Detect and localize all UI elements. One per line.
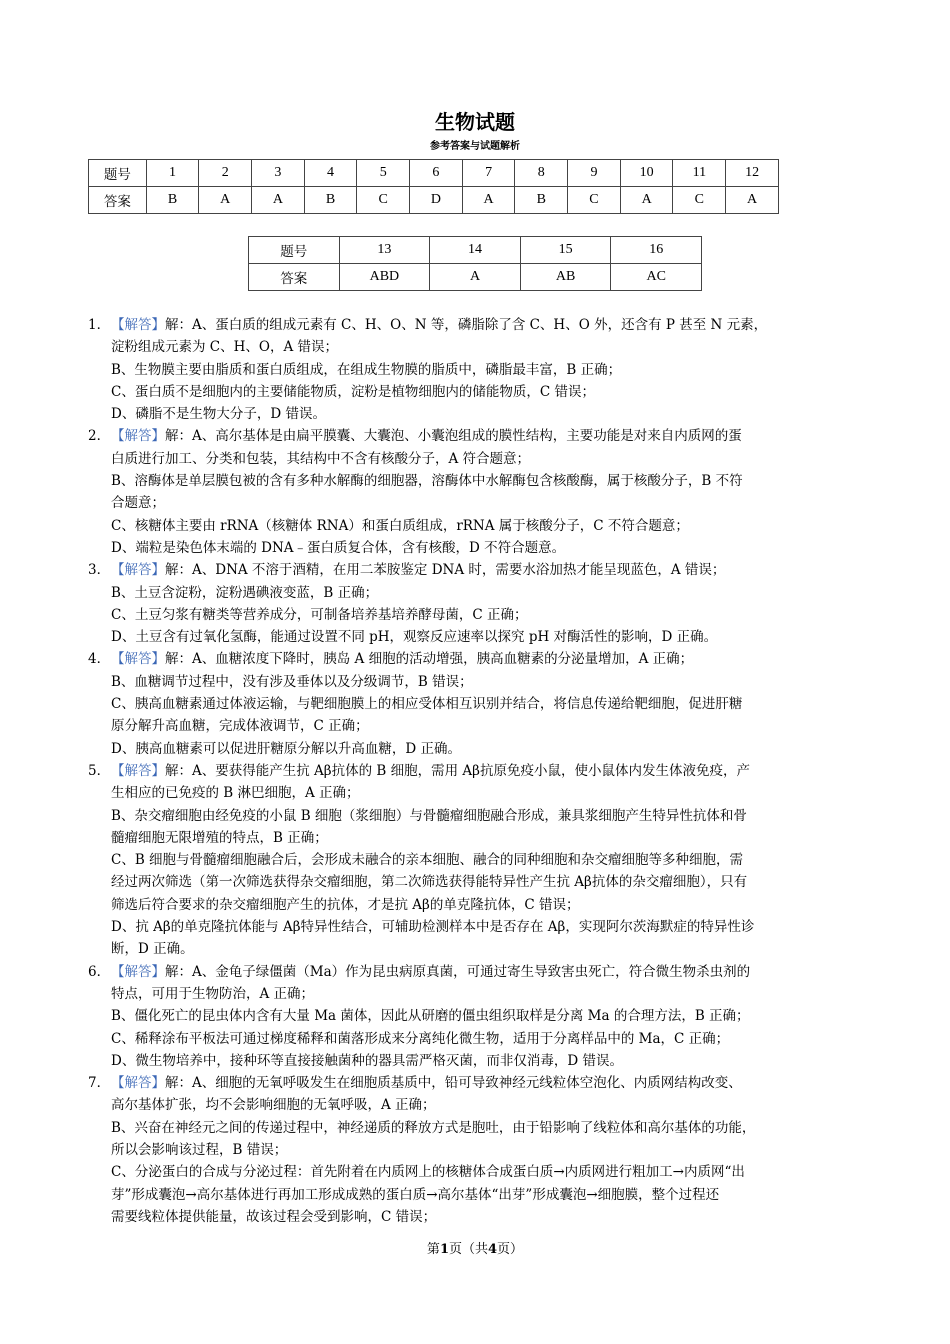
explanation-line: [111, 738, 864, 760]
explanation-line: [111, 938, 864, 960]
answer-cell: AB: [520, 264, 611, 291]
explanation-line: [111, 425, 864, 447]
answer-tag: 【解答】: [111, 963, 165, 980]
explanation-line: [111, 359, 864, 381]
explanation-text: B、溶酶体是单层膜包被的含有多种水解酶的细胞器，溶酶体中水解酶包含核酸酶，属于核酸分子，B 不符: [111, 473, 743, 490]
explanation-text: 经过两次筛选（第一次筛选获得杂交瘤细胞，第二次筛选获得能特异性产生抗 Aβ抗体的杂交瘤细胞），只有: [111, 874, 748, 891]
explanation-text: C、B 细胞与骨髓瘤细胞融合后，会形成未融合的亲本细胞、融合的同种细胞和杂交瘤细胞等多种细胞，需: [111, 852, 744, 869]
explanation-line: [111, 693, 864, 715]
explanation-line: [111, 1005, 864, 1027]
explanation-text: 解：A、DNA 不溶于酒精，在用二苯胺鉴定 DNA 时，需要水浴加热才能呈现蓝色，A 错误；: [165, 562, 726, 579]
explanation-line: [111, 1028, 864, 1050]
question-block: [88, 559, 864, 648]
explanation-line: [111, 871, 864, 893]
explanation-text: 解：A、血糖浓度下降时，胰岛 A 细胞的活动增强，胰高血糖素的分泌量增加，A 正确；: [165, 651, 694, 668]
explanation-text: B、杂交瘤细胞由经免疫的小鼠 B 细胞（浆细胞）与骨髓瘤细胞融合形成，兼具浆细胞产生特异性抗体和骨: [111, 807, 747, 824]
explanation-line: [111, 671, 864, 693]
explanation-line: [111, 805, 864, 827]
explanation-text: C、土豆匀浆有糖类等营养成分，可制备培养基培养酵母菌，C 正确；: [111, 606, 528, 623]
explanation-text: 解：A、细胞的无氧呼吸发生在细胞质基质中，铅可导致神经元线粒体空泡化、内质网结构改变、: [165, 1075, 742, 1092]
question-number: 6: [410, 160, 463, 187]
answer-cell: A: [430, 264, 521, 291]
explanation-line: [111, 1184, 864, 1206]
explanation-line: [111, 961, 864, 983]
page-total: 4: [488, 1242, 498, 1257]
question-block: [88, 760, 864, 961]
page-subtitle: 参考答案与试题解析: [430, 141, 520, 152]
explanation-line: [111, 1094, 864, 1116]
answer-tag: 【解答】: [111, 651, 165, 668]
answer-cell: A: [726, 187, 779, 214]
explanation-line: [111, 314, 864, 336]
explanation-text: 特点，可用于生物防治，A 正确；: [111, 985, 315, 1002]
explanation-line: [111, 336, 864, 358]
explanation-text: C、胰高血糖素通过体液运输，与靶细胞膜上的相应受体相互识别并结合，将信息传递给靶细胞，促进肝糖: [111, 696, 743, 713]
question-number: 7: [462, 160, 515, 187]
table-row-numbers: [249, 237, 702, 264]
explanation-text: C、分泌蛋白的合成与分泌过程：首先附着在内质网上的核糖体合成蛋白质→内质网进行粗加工→内质网“出: [111, 1164, 745, 1181]
answer-table-2: [248, 236, 702, 291]
explanation-line: [111, 403, 864, 425]
explanation-text: D、微生物培养中，接种环等直接接触菌种的器具需严格灭菌，而非仅消毒，D 错误。: [111, 1052, 623, 1069]
explanation-line: [111, 381, 864, 403]
table-row-answers: [89, 187, 779, 214]
question-number: 3．: [88, 562, 111, 579]
explanation-line: [111, 983, 864, 1005]
question-number: 14: [430, 237, 521, 264]
answer-tag: 【解答】: [111, 317, 165, 333]
page-footer: [0, 1241, 950, 1259]
question-number: 9: [568, 160, 621, 187]
answer-cell: A: [199, 187, 252, 214]
explanation-text: D、土豆含有过氧化氢酶，能通过设置不同 pH，观察反应速率以探究 pH 对酶活性的影响，D 正确。: [111, 629, 718, 646]
explanation-text: D、抗 Aβ的单克隆抗体能与 Aβ特异性结合，可辅助检测样本中是否存在 Aβ，实现阿尔茨海默症的特异性诊: [111, 919, 755, 936]
explanation-text: 解：A、金龟子绿僵菌（Ma）作为昆虫病原真菌，可通过寄生导致害虫死亡，符合微生物杀虫剂的: [165, 963, 751, 980]
explanation-line: [111, 715, 864, 737]
explanation-text: D、端粒是染色体末端的 DNA﹣蛋白质复合体，含有核酸，D 不符合题意。: [111, 539, 566, 556]
explanation-line: [111, 1139, 864, 1161]
explanation-text: B、血糖调节过程中，没有涉及垂体以及分级调节，B 错误；: [111, 673, 473, 690]
question-block: [88, 425, 864, 559]
question-number: 2: [199, 160, 252, 187]
table-row-answers: [249, 264, 702, 291]
explanation-text: 生相应的已免疫的 B 淋巴细胞，A 正确；: [111, 785, 360, 802]
question-number: 4: [304, 160, 357, 187]
question-number: 10: [620, 160, 673, 187]
explanation-line: [111, 1117, 864, 1139]
explanation-line: [111, 492, 864, 514]
question-block: [88, 314, 864, 425]
answer-tag: 【解答】: [111, 762, 165, 779]
explanation-line: [111, 559, 864, 581]
explanation-line: [111, 1206, 864, 1228]
explanation-line: [111, 648, 864, 670]
question-number: 5．: [88, 762, 111, 779]
answer-tag: 【解答】: [111, 428, 165, 445]
explanation-line: [111, 1072, 864, 1094]
answer-cell: B: [304, 187, 357, 214]
explanation-text: D、胰高血糖素可以促进肝糖原分解以升高血糖，D 正确。: [111, 740, 461, 757]
explanation-line: [111, 448, 864, 470]
answer-cell: A: [620, 187, 673, 214]
question-number: 1: [146, 160, 199, 187]
explanation-line: [111, 782, 864, 804]
explanation-line: [111, 849, 864, 871]
explanation-text: 白质进行加工、分类和包装，其结构中不含有核酸分子，A 符合题意；: [111, 450, 531, 467]
question-number: 15: [520, 237, 611, 264]
answer-cell: A: [462, 187, 515, 214]
explanation-text: B、兴奋在神经元之间的传递过程中，神经递质的释放方式是胞吐，由于铅影响了线粒体和高尔基体的功能，: [111, 1119, 756, 1136]
explanation-text: 高尔基体扩张，均不会影响细胞的无氧呼吸，A 正确；: [111, 1097, 436, 1114]
explanation-text: C、核糖体主要由 rRNA（核糖体 RNA）和蛋白质组成，rRNA 属于核酸分子，C 不符合题意；: [111, 517, 689, 534]
answer-cell: C: [568, 187, 621, 214]
question-number: 16: [611, 237, 702, 264]
explanation-line: [111, 1161, 864, 1183]
explanation-text: 解：A、高尔基体是由扁平膜囊、大囊泡、小囊泡组成的膜性结构，主要功能是对来自内质网的蛋: [165, 428, 742, 445]
question-block: [88, 1072, 864, 1228]
question-number: 6．: [88, 963, 111, 980]
question-number: 12: [726, 160, 779, 187]
answer-cell: ABD: [339, 264, 430, 291]
answer-cell: B: [146, 187, 199, 214]
footer-prefix: 第: [426, 1242, 440, 1257]
question-number: 7．: [88, 1075, 111, 1092]
row-label: 答案: [249, 264, 340, 291]
question-number: 13: [339, 237, 430, 264]
explanation-text: C、蛋白质不是细胞内的主要储能物质，淀粉是植物细胞内的储能物质，C 错误；: [111, 383, 595, 400]
row-label: 题号: [89, 160, 147, 187]
explanation-text: 解：A、蛋白质的组成元素有 C、H、O、N 等，磷脂除了含 C、H、O 外，还含有 P 甚至 N 元素，: [165, 317, 768, 333]
page-title: 生物试题: [435, 110, 515, 134]
question-number: 1．: [88, 317, 111, 333]
explanation-text: 所以会影响该过程，B 错误；: [111, 1141, 288, 1158]
explanation-line: [111, 515, 864, 537]
explanation-text: 原分解升高血糖，完成体液调节，C 正确；: [111, 718, 369, 735]
explanation-text: 断，D 正确。: [111, 941, 194, 958]
answer-cell: C: [673, 187, 726, 214]
explanation-line: [111, 827, 864, 849]
question-block: [88, 648, 864, 759]
question-number: 2．: [88, 428, 111, 445]
footer-suffix: 页）: [497, 1242, 524, 1257]
explanation-line: [111, 604, 864, 626]
explanation-line: [111, 894, 864, 916]
question-number: 8: [515, 160, 568, 187]
explanation-text: 合题意；: [111, 495, 165, 512]
row-label: 题号: [249, 237, 340, 264]
explanation-line: [111, 626, 864, 648]
table-row-numbers: [89, 160, 779, 187]
explanation-text: B、生物膜主要由脂质和蛋白质组成，在组成生物膜的脂质中，磷脂最丰富，B 正确；: [111, 361, 622, 378]
explanation-text: D、磷脂不是生物大分子，D 错误。: [111, 406, 326, 423]
answer-cell: AC: [611, 264, 702, 291]
answer-tag: 【解答】: [111, 562, 165, 579]
answer-cell: C: [357, 187, 410, 214]
explanation-text: C、稀释涂布平板法可通过梯度稀释和菌落形成来分离纯化微生物，适用于分离样品中的 Ma，C 正确；: [111, 1030, 730, 1047]
question-number: 5: [357, 160, 410, 187]
explanation-text: 淀粉组成元素为 C、H、O，A 错误；: [111, 339, 339, 356]
explanation-text: 髓瘤细胞无限增殖的特点，B 正确；: [111, 829, 328, 846]
answer-table-1: [88, 159, 779, 214]
answer-explanations: [88, 314, 864, 1228]
explanation-text: 解：A、要获得能产生抗 Aβ抗体的 B 细胞，需用 Aβ抗原免疫小鼠，使小鼠体内发生体液免疫，产: [165, 762, 750, 779]
explanation-line: [111, 916, 864, 938]
page-number: 1: [439, 1242, 449, 1257]
explanation-line: [111, 1050, 864, 1072]
answer-cell: A: [252, 187, 305, 214]
explanation-line: [111, 760, 864, 782]
explanation-line: [111, 470, 864, 492]
explanation-text: 需要线粒体提供能量，故该过程会受到影响，C 错误；: [111, 1208, 437, 1225]
footer-middle: 页（共: [448, 1242, 488, 1257]
row-label: 答案: [89, 187, 147, 214]
explanation-text: B、土豆含淀粉，淀粉遇碘液变蓝，B 正确；: [111, 584, 379, 601]
explanation-text: B、僵化死亡的昆虫体内含有大量 Ma 菌体，因此从研磨的僵虫组织取样是分离 Ma 的合理方法，B 正确；: [111, 1008, 750, 1025]
explanation-line: [111, 537, 864, 559]
answer-cell: D: [410, 187, 463, 214]
answer-tag: 【解答】: [111, 1075, 165, 1092]
question-number: 3: [252, 160, 305, 187]
explanation-text: 芽”形成囊泡→高尔基体进行再加工形成成熟的蛋白质→高尔基体“出芽”形成囊泡→细胞膜，整个过程还: [111, 1186, 720, 1203]
question-block: [88, 961, 864, 1072]
question-number: 11: [673, 160, 726, 187]
explanation-text: 筛选后符合要求的杂交瘤细胞产生的抗体，才是抗 Aβ的单克隆抗体，C 错误；: [111, 896, 580, 913]
explanation-line: [111, 582, 864, 604]
question-number: 4．: [88, 651, 111, 668]
answer-cell: B: [515, 187, 568, 214]
